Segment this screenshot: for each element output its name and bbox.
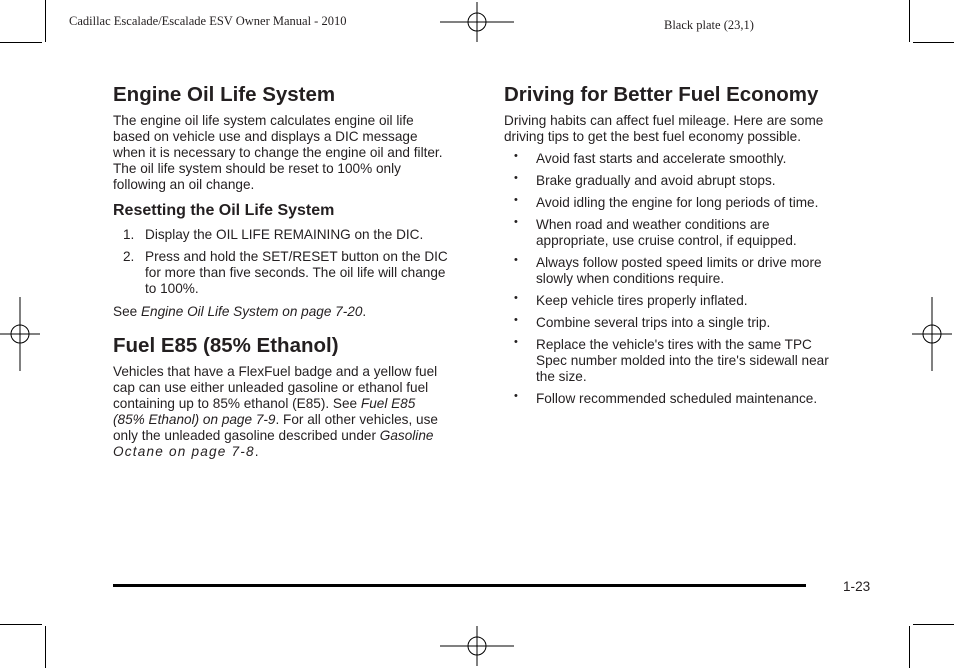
list-item: • Avoid idling the engine for long periods of time. bbox=[514, 194, 819, 210]
page-number: 1-23 bbox=[843, 579, 871, 594]
engine-oil-life-paragraph: The engine oil life system calculates engine oil life based on vehicle use and displays a DIC message when it is necessary to change the engine oil and filter. The oil life system should be reset to 100% only following an oil change. bbox=[113, 113, 443, 192]
cross-reference-link[interactable]: Engine Oil Life System on page 7-20 bbox=[140, 304, 363, 319]
cross-reference-link[interactable]: Octane on page 7-8 bbox=[113, 444, 255, 459]
cross-reference-link[interactable]: Gasoline bbox=[379, 428, 434, 443]
fuel-economy-intro: Driving habits can affect fuel mileage. Here are some driving tips to get the best fuel economy possible. bbox=[504, 113, 824, 144]
crop-mark bbox=[909, 0, 910, 42]
bullet-icon: • bbox=[514, 292, 518, 304]
cross-reference-link[interactable]: Fuel E85 bbox=[360, 396, 416, 411]
section-title-fuel-e85: Fuel E85 (85% Ethanol) bbox=[113, 334, 339, 357]
crop-mark bbox=[0, 42, 42, 43]
list-item: 1. Display the OIL LIFE REMAINING on the DIC. bbox=[123, 227, 424, 242]
plate-label-header: Black plate (23,1) bbox=[664, 18, 754, 32]
see-reference: See Engine Oil Life System on page 7-20. bbox=[113, 304, 367, 319]
list-item: • Avoid fast starts and accelerate smoothly. bbox=[514, 150, 787, 166]
bullet-icon: • bbox=[514, 216, 518, 228]
list-item: • Keep vehicle tires properly inflated. bbox=[514, 292, 748, 308]
crop-mark bbox=[0, 624, 42, 625]
registration-mark-right bbox=[912, 297, 952, 371]
crop-mark bbox=[45, 0, 46, 42]
section-title-engine-oil-life: Engine Oil Life System bbox=[113, 83, 336, 106]
list-item: 2. Press and hold the SET/RESET button on the DIC for more than five seconds. The oil life will change to 100%. bbox=[123, 249, 448, 296]
registration-mark-left bbox=[0, 297, 40, 371]
list-item: • Always follow posted speed limits or drive more slowly when conditions require. bbox=[514, 254, 822, 286]
list-item: • Brake gradually and avoid abrupt stops. bbox=[514, 172, 776, 188]
manual-title-header: Cadillac Escalade/Escalade ESV Owner Manual - 2010 bbox=[69, 14, 347, 28]
bullet-icon: • bbox=[514, 390, 518, 402]
registration-mark-bottom bbox=[440, 626, 514, 666]
list-item: • Replace the vehicle's tires with the same TPC Spec number molded into the tire's sidewall near the size. bbox=[514, 336, 829, 384]
bullet-icon: • bbox=[514, 254, 518, 266]
reset-steps-list bbox=[123, 227, 490, 297]
footer-rule bbox=[113, 584, 806, 587]
subsection-title-reset: Resetting the Oil Life System bbox=[113, 202, 335, 219]
section-title-fuel-economy: Driving for Better Fuel Economy bbox=[504, 83, 819, 106]
fuel-e85-paragraph: Vehicles that have a FlexFuel badge and a yellow fuel cap can use either unleaded gasoline or ethanol fuel containing up to 85% ethanol (E85). See Fuel E85 (85% Ethanol) on page 7-9. For all other vehicles, use only the unleaded gasoline described under Gasoline Octane on page 7-8. bbox=[113, 364, 438, 459]
crop-mark bbox=[913, 42, 954, 43]
fuel-economy-tips bbox=[514, 150, 866, 407]
crop-mark bbox=[909, 626, 910, 668]
cross-reference-link[interactable]: (85% Ethanol) on page 7-9 bbox=[113, 412, 276, 427]
bullet-icon: • bbox=[514, 172, 518, 184]
list-item: • Combine several trips into a single trip. bbox=[514, 314, 771, 330]
crop-mark bbox=[913, 624, 954, 625]
crop-mark bbox=[45, 626, 46, 668]
bullet-icon: • bbox=[514, 314, 518, 326]
bullet-icon: • bbox=[514, 336, 518, 348]
bullet-icon: • bbox=[514, 194, 518, 206]
list-item: • Follow recommended scheduled maintenance. bbox=[514, 390, 818, 406]
bullet-icon: • bbox=[514, 150, 518, 162]
list-item: • When road and weather conditions are appropriate, use cruise control, if equipped. bbox=[514, 216, 797, 248]
registration-mark-top bbox=[440, 2, 514, 42]
